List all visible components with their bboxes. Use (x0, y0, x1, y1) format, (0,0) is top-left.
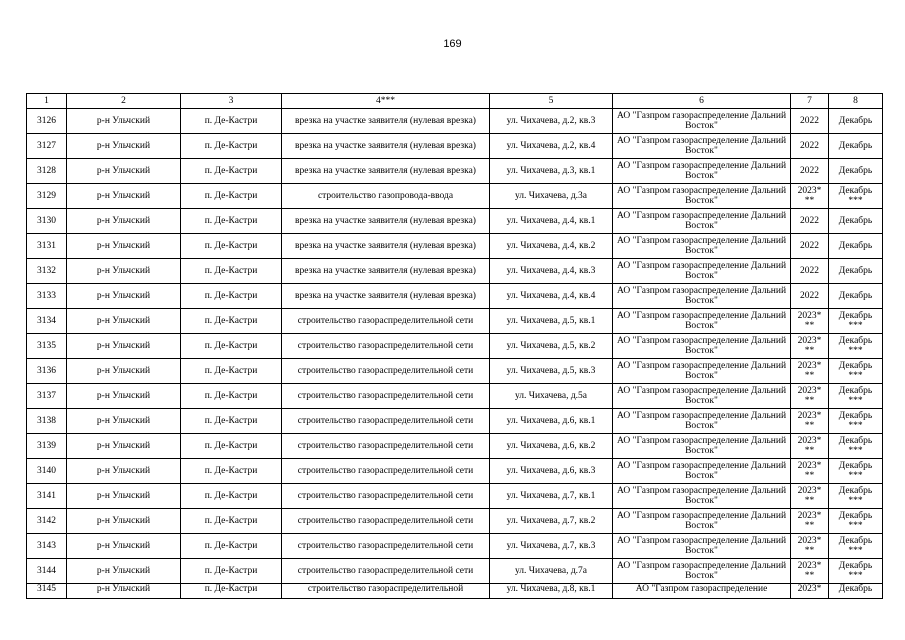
organization-cell: АО "Газпром газораспределение Дальний Восток" (613, 434, 791, 459)
month-cell: Декабрь (829, 584, 883, 599)
district-cell: р-н Ульчский (67, 259, 181, 284)
month-cell: Декабрь *** (829, 184, 883, 209)
work-type-cell: строительство газораспределительной сети (282, 359, 490, 384)
table-row (27, 459, 883, 484)
year-cell: 2022 (791, 234, 829, 259)
table-row (27, 109, 883, 134)
settlement-cell: п. Де-Кастри (181, 284, 282, 309)
year-cell: 2023* ** (791, 334, 829, 359)
row-number-cell: 3138 (27, 409, 67, 434)
settlement-cell: п. Де-Кастри (181, 434, 282, 459)
table-row (27, 134, 883, 159)
table-row (27, 234, 883, 259)
district-cell: р-н Ульчский (67, 159, 181, 184)
district-cell: р-н Ульчский (67, 559, 181, 584)
month-cell: Декабрь (829, 159, 883, 184)
table-row (27, 159, 883, 184)
row-number-cell: 3134 (27, 309, 67, 334)
table-row (27, 384, 883, 409)
table-row (27, 559, 883, 584)
organization-cell: АО "Газпром газораспределение Дальний Восток" (613, 134, 791, 159)
organization-cell: АО "Газпром газораспределение Дальний Восток" (613, 384, 791, 409)
address-cell: ул. Чихачева, д.7, кв.2 (490, 509, 613, 534)
organization-cell: АО "Газпром газораспределение Дальний Восток" (613, 109, 791, 134)
year-cell: 2022 (791, 109, 829, 134)
address-cell: ул. Чихачева, д.3а (490, 184, 613, 209)
row-number-cell: 3126 (27, 109, 67, 134)
row-number-cell: 3131 (27, 234, 67, 259)
table-row (27, 484, 883, 509)
table-row (27, 409, 883, 434)
district-cell: р-н Ульчский (67, 459, 181, 484)
table-row (27, 309, 883, 334)
month-cell: Декабрь *** (829, 559, 883, 584)
work-type-cell: строительство газораспределительной сети (282, 459, 490, 484)
work-type-cell: строительство газораспределительной сети (282, 309, 490, 334)
address-cell: ул. Чихачева, д.4, кв.1 (490, 209, 613, 234)
work-type-cell: строительство газораспределительной сети (282, 534, 490, 559)
district-cell: р-н Ульчский (67, 284, 181, 309)
column-header-6: 6 (613, 94, 791, 109)
work-type-cell: строительство газораспределительной сети (282, 559, 490, 584)
month-cell: Декабрь (829, 209, 883, 234)
district-cell: р-н Ульчский (67, 309, 181, 334)
row-number-cell: 3136 (27, 359, 67, 384)
settlement-cell: п. Де-Кастри (181, 134, 282, 159)
month-cell: Декабрь *** (829, 434, 883, 459)
settlement-cell: п. Де-Кастри (181, 584, 282, 599)
address-cell: ул. Чихачева, д.5, кв.2 (490, 334, 613, 359)
district-cell: р-н Ульчский (67, 209, 181, 234)
settlement-cell: п. Де-Кастри (181, 159, 282, 184)
work-type-cell: строительство газораспределительной сети (282, 384, 490, 409)
table-row (27, 534, 883, 559)
table-row (27, 284, 883, 309)
address-cell: ул. Чихачева, д.8, кв.1 (490, 584, 613, 599)
row-number-cell: 3141 (27, 484, 67, 509)
district-cell: р-н Ульчский (67, 184, 181, 209)
district-cell: р-н Ульчский (67, 434, 181, 459)
district-cell: р-н Ульчский (67, 534, 181, 559)
column-header-4: 4*** (282, 94, 490, 109)
month-cell: Декабрь (829, 134, 883, 159)
column-header-1: 1 (27, 94, 67, 109)
settlement-cell: п. Де-Кастри (181, 109, 282, 134)
column-header-3: 3 (181, 94, 282, 109)
organization-cell: АО "Газпром газораспределение Дальний Восток" (613, 184, 791, 209)
month-cell: Декабрь *** (829, 534, 883, 559)
table-header-row (27, 94, 883, 109)
district-cell: р-н Ульчский (67, 409, 181, 434)
settlement-cell: п. Де-Кастри (181, 209, 282, 234)
work-type-cell: строительство газопровода-ввода (282, 184, 490, 209)
month-cell: Декабрь *** (829, 509, 883, 534)
address-cell: ул. Чихачева, д.3, кв.1 (490, 159, 613, 184)
district-cell: р-н Ульчский (67, 234, 181, 259)
year-cell: 2023* ** (791, 484, 829, 509)
row-number-cell: 3142 (27, 509, 67, 534)
year-cell: 2022 (791, 209, 829, 234)
month-cell: Декабрь (829, 109, 883, 134)
address-cell: ул. Чихачева, д.6, кв.1 (490, 409, 613, 434)
work-type-cell: строительство газораспределительной сети (282, 509, 490, 534)
work-type-cell: строительство газораспределительной сети (282, 334, 490, 359)
settlement-cell: п. Де-Кастри (181, 334, 282, 359)
month-cell: Декабрь *** (829, 384, 883, 409)
table-row (27, 259, 883, 284)
month-cell: Декабрь *** (829, 309, 883, 334)
organization-cell: АО "Газпром газораспределение Дальний Восток" (613, 159, 791, 184)
organization-cell: АО "Газпром газораспределение Дальний Восток" (613, 309, 791, 334)
table-row (27, 584, 883, 599)
district-cell: р-н Ульчский (67, 359, 181, 384)
row-number-cell: 3143 (27, 534, 67, 559)
settlement-cell: п. Де-Кастри (181, 509, 282, 534)
organization-cell: АО "Газпром газораспределение (613, 584, 791, 599)
column-header-8: 8 (829, 94, 883, 109)
work-type-cell: врезка на участке заявителя (нулевая врезка) (282, 109, 490, 134)
row-number-cell: 3133 (27, 284, 67, 309)
row-number-cell: 3128 (27, 159, 67, 184)
settlement-cell: п. Де-Кастри (181, 309, 282, 334)
table-row (27, 359, 883, 384)
page-number: 169 (443, 38, 462, 50)
settlement-cell: п. Де-Кастри (181, 459, 282, 484)
year-cell: 2023* ** (791, 534, 829, 559)
year-cell: 2023* ** (791, 434, 829, 459)
address-cell: ул. Чихачева, д.5, кв.3 (490, 359, 613, 384)
district-cell: р-н Ульчский (67, 384, 181, 409)
year-cell: 2022 (791, 284, 829, 309)
column-header-2: 2 (67, 94, 181, 109)
district-cell: р-н Ульчский (67, 134, 181, 159)
address-cell: ул. Чихачева, д.7, кв.1 (490, 484, 613, 509)
district-cell: р-н Ульчский (67, 484, 181, 509)
organization-cell: АО "Газпром газораспределение Дальний Восток" (613, 559, 791, 584)
address-cell: ул. Чихачева, д.4, кв.2 (490, 234, 613, 259)
work-type-cell: врезка на участке заявителя (нулевая врезка) (282, 159, 490, 184)
address-cell: ул. Чихачева, д.5, кв.1 (490, 309, 613, 334)
row-number-cell: 3127 (27, 134, 67, 159)
district-cell: р-н Ульчский (67, 109, 181, 134)
work-type-cell: врезка на участке заявителя (нулевая врезка) (282, 284, 490, 309)
table-row (27, 184, 883, 209)
address-cell: ул. Чихачева, д.2, кв.3 (490, 109, 613, 134)
organization-cell: АО "Газпром газораспределение Дальний Восток" (613, 409, 791, 434)
row-number-cell: 3129 (27, 184, 67, 209)
month-cell: Декабрь (829, 234, 883, 259)
work-type-cell: строительство газораспределительной сети (282, 434, 490, 459)
organization-cell: АО "Газпром газораспределение Дальний Восток" (613, 509, 791, 534)
work-type-cell: строительство газораспределительной сети (282, 484, 490, 509)
table-row (27, 209, 883, 234)
column-header-7: 7 (791, 94, 829, 109)
organization-cell: АО "Газпром газораспределение Дальний Восток" (613, 534, 791, 559)
address-cell: ул. Чихачева, д.7, кв.3 (490, 534, 613, 559)
month-cell: Декабрь *** (829, 409, 883, 434)
row-number-cell: 3137 (27, 384, 67, 409)
work-type-cell: врезка на участке заявителя (нулевая врезка) (282, 259, 490, 284)
organization-cell: АО "Газпром газораспределение Дальний Восток" (613, 359, 791, 384)
district-cell: р-н Ульчский (67, 509, 181, 534)
row-number-cell: 3144 (27, 559, 67, 584)
year-cell: 2023* ** (791, 184, 829, 209)
address-cell: ул. Чихачева, д.4, кв.3 (490, 259, 613, 284)
organization-cell: АО "Газпром газораспределение Дальний Восток" (613, 284, 791, 309)
organization-cell: АО "Газпром газораспределение Дальний Восток" (613, 484, 791, 509)
settlement-cell: п. Де-Кастри (181, 484, 282, 509)
organization-cell: АО "Газпром газораспределение Дальний Восток" (613, 459, 791, 484)
settlement-cell: п. Де-Кастри (181, 234, 282, 259)
district-cell: р-н Ульчский (67, 334, 181, 359)
row-number-cell: 3135 (27, 334, 67, 359)
data-table (26, 93, 883, 599)
address-cell: ул. Чихачева, д.7а (490, 559, 613, 584)
settlement-cell: п. Де-Кастри (181, 559, 282, 584)
row-number-cell: 3139 (27, 434, 67, 459)
work-type-cell: врезка на участке заявителя (нулевая врезка) (282, 209, 490, 234)
settlement-cell: п. Де-Кастри (181, 409, 282, 434)
month-cell: Декабрь *** (829, 359, 883, 384)
district-cell: р-н Ульчский (67, 584, 181, 599)
row-number-cell: 3132 (27, 259, 67, 284)
settlement-cell: п. Де-Кастри (181, 534, 282, 559)
table-row (27, 334, 883, 359)
column-header-5: 5 (490, 94, 613, 109)
address-cell: ул. Чихачева, д.5а (490, 384, 613, 409)
row-number-cell: 3130 (27, 209, 67, 234)
month-cell: Декабрь (829, 259, 883, 284)
year-cell: 2023* ** (791, 509, 829, 534)
work-type-cell: строительство газораспределительной сети (282, 409, 490, 434)
year-cell: 2023* ** (791, 384, 829, 409)
month-cell: Декабрь *** (829, 459, 883, 484)
organization-cell: АО "Газпром газораспределение Дальний Восток" (613, 259, 791, 284)
work-type-cell: врезка на участке заявителя (нулевая врезка) (282, 134, 490, 159)
year-cell: 2023* ** (791, 309, 829, 334)
settlement-cell: п. Де-Кастри (181, 384, 282, 409)
organization-cell: АО "Газпром газораспределение Дальний Восток" (613, 334, 791, 359)
row-number-cell: 3140 (27, 459, 67, 484)
year-cell: 2023* (791, 584, 829, 599)
year-cell: 2022 (791, 159, 829, 184)
address-cell: ул. Чихачева, д.4, кв.4 (490, 284, 613, 309)
address-cell: ул. Чихачева, д.2, кв.4 (490, 134, 613, 159)
year-cell: 2023* ** (791, 409, 829, 434)
table-body (27, 109, 883, 599)
settlement-cell: п. Де-Кастри (181, 259, 282, 284)
year-cell: 2023* ** (791, 359, 829, 384)
settlement-cell: п. Де-Кастри (181, 359, 282, 384)
organization-cell: АО "Газпром газораспределение Дальний Восток" (613, 209, 791, 234)
year-cell: 2022 (791, 134, 829, 159)
organization-cell: АО "Газпром газораспределение Дальний Восток" (613, 234, 791, 259)
row-number-cell: 3145 (27, 584, 67, 599)
work-type-cell: строительство газораспределительной (282, 584, 490, 599)
address-cell: ул. Чихачева, д.6, кв.2 (490, 434, 613, 459)
table-row (27, 509, 883, 534)
address-cell: ул. Чихачева, д.6, кв.3 (490, 459, 613, 484)
year-cell: 2022 (791, 259, 829, 284)
table-row (27, 434, 883, 459)
month-cell: Декабрь (829, 284, 883, 309)
year-cell: 2023* ** (791, 459, 829, 484)
year-cell: 2023* ** (791, 559, 829, 584)
work-type-cell: врезка на участке заявителя (нулевая врезка) (282, 234, 490, 259)
month-cell: Декабрь *** (829, 484, 883, 509)
month-cell: Декабрь *** (829, 334, 883, 359)
settlement-cell: п. Де-Кастри (181, 184, 282, 209)
